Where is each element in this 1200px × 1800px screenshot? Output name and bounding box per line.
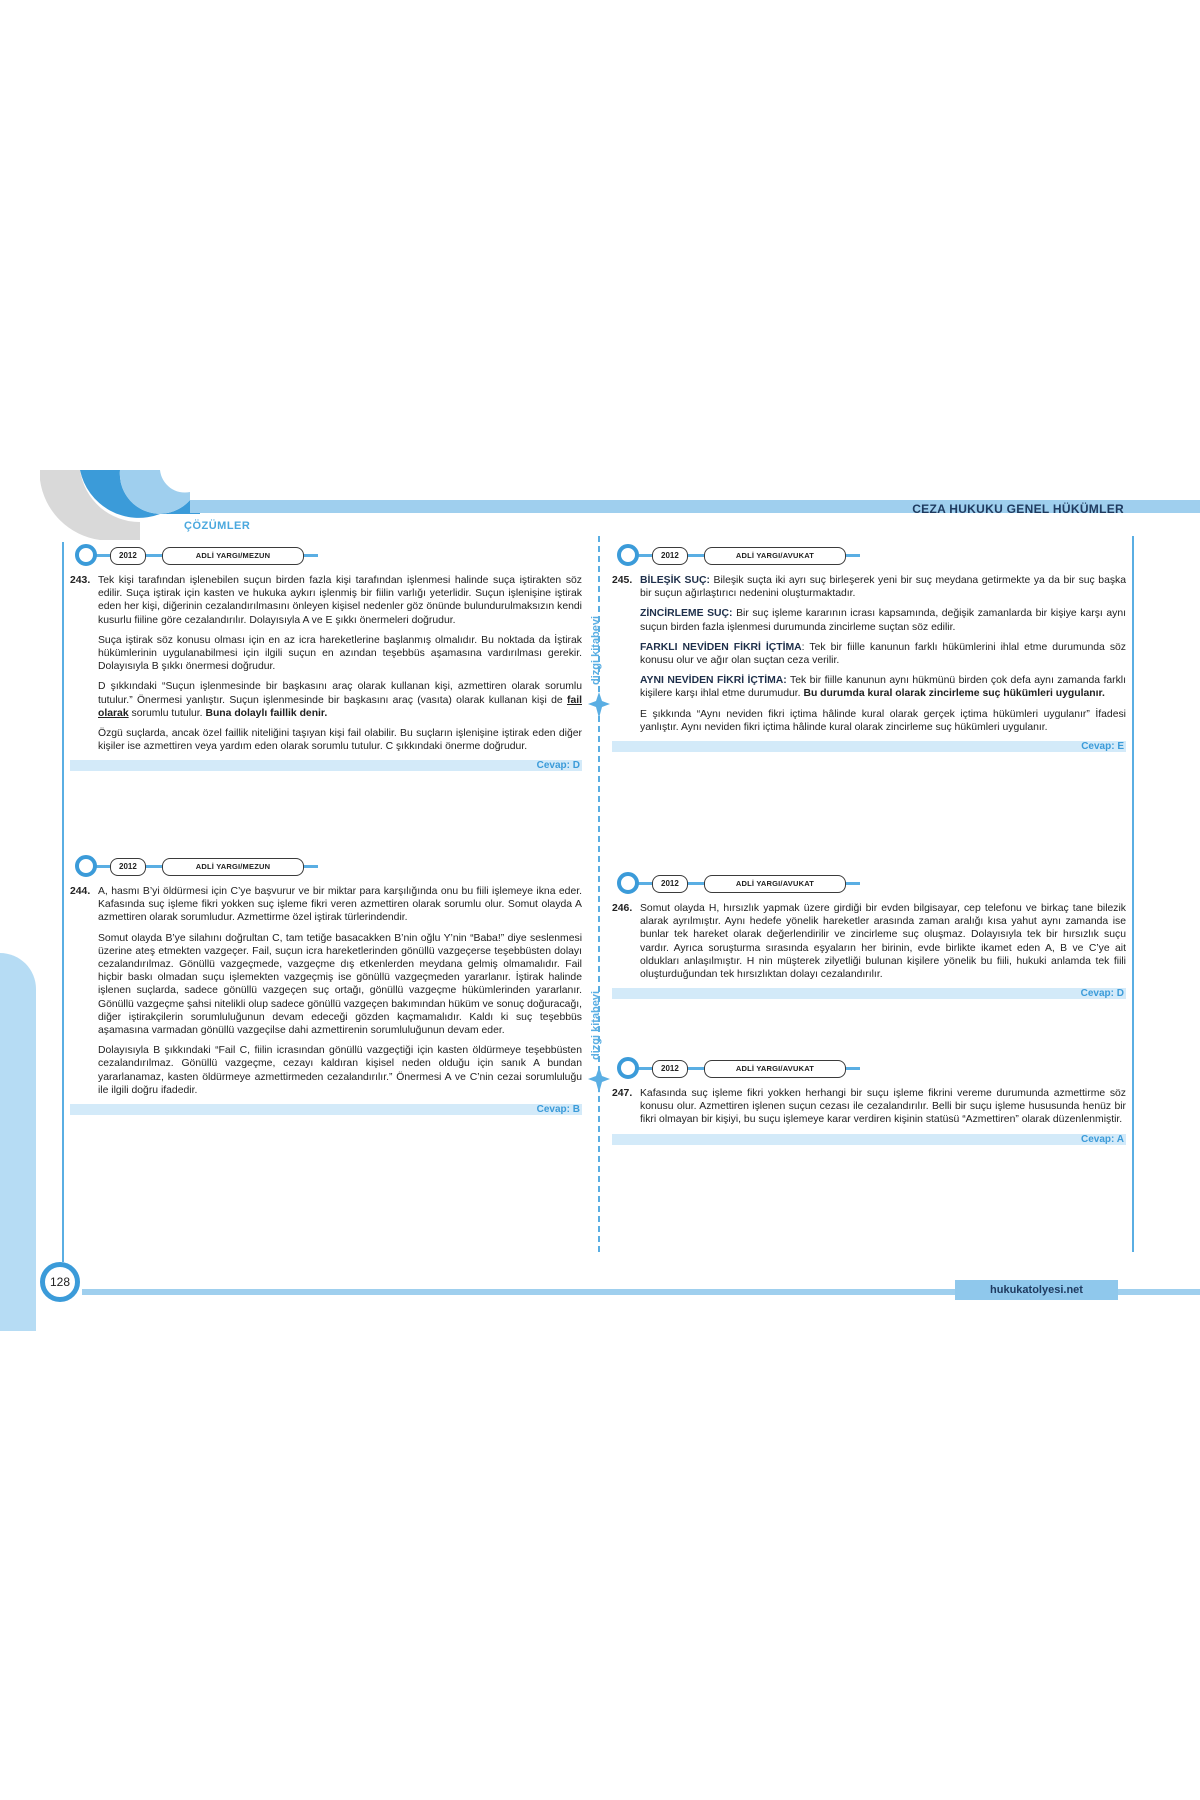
paragraph: sorumlu tutulur. [131,707,203,719]
paragraph: A, hasmı B’yi öldürmesi için C’ye başvurur ve bir miktar para karşılığında onu bu fiili işlemeye ikna eder. Kafasında suç işleme fikri yokken suç işleme fikri veren azmettiren olarak sorumlu olur. Somut olayda A azmettiren olarak sorumludur. Azmettirme özel iştirak türlerindendir. [98,886,582,924]
paragraph: D şıkkındaki “Suçun işlenmesinde bir başkasını araç olarak kullanan kişi, azmettiren olarak sorumlu tutulur.” Önermesi yanlıştır. Suçun işlenmesinde bir başkasını araç (vasıta) olarak kullanan kişi de [98,681,582,706]
question-number: 247. [612,1088,633,1099]
question-244 [70,855,582,1115]
term-heading: AYNI NEVİDEN FİKRİ İÇTİMA: [640,675,787,687]
question-243 [70,544,582,771]
paragraph: Tek kişi tarafından işlenebilen suçun birden fazla kişi tarafından işlenmesi halinde suça iştirakten söz edilir. Suça iştirak için kasten ve hukuka aykırı işlenmiş bir fiilin varlığı yeterlidir. Suçun işlenişine iştirak eden her kişi, diğerinin cezalandırılmasını önleyen kişisel nedenler göz önünde bulundurulmaksızın kendi kusurlu fiiline göre cezalandırılır. Dolayısıyla A ve E şıkkı önermeleri doğrudur. [98,575,582,626]
corner-swirl-icon [40,470,200,540]
question-247 [612,1057,1126,1145]
tag-category: ADLİ YARGI/AVUKAT [704,875,846,893]
answer-bar: Cevap: D [70,760,582,771]
question-tag [70,855,582,879]
bold-sentence: Buna dolaylı faillik denir. [205,707,328,719]
paragraph: Somut olayda H, hırsızlık yapmak üzere girdiği bir evden bilgisayar, cep telefonu ve birkaç tane bilezik alarak ayrılmıştır. Aynı hedefe yönelik hareketler arasında zaman aralığı kısa yahut aynı zamanda ise bunlar tek hareket olarak değerlendirilir ve zincirleme suç oluşmaz. Dolayısıyla tek bir hırsızlık suçu vardır. Ayrıca soruşturma sırasında eşyaların her birinin, evde birlikte ikamet eden A, B ve C’ye ait oldukları anlaşılmıştır. H nin müşterek zilyetliği bulunan kişilere yönelik bu fiili, hukuki anlamda tek fiili oluşturduğundan tek hırsızlıktan dolayı cezalandırılır. [640,903,1126,981]
question-246 [612,872,1126,999]
tag-year: 2012 [110,858,146,876]
paragraph: Bir suç işleme kararının icrası kapsamında, değişik zamanlarda bir kişiye karşı aynı suçun birden fazla işlenmesi durumunda zincirleme suçtan söz edilir. [640,608,1127,633]
tag-year: 2012 [652,1060,688,1078]
watermark-text-2: dizgi kitabevi [590,990,602,1060]
left-side-tab [0,953,36,1331]
question-tag [612,872,1126,896]
paragraph: E şıkkında “Aynı neviden fikri içtima hâlinde kural olarak gerçek içtima hükümleri uygulanır” İfadesi yanlıştır. Aynı neviden fikri içtima hâlinde kural olarak zincirleme suç hükümleri uygulanır. [640,708,1126,733]
question-number: 243. [70,575,91,586]
question-body [612,902,1126,981]
question-body [612,1087,1126,1127]
section-label: ÇÖZÜMLER [184,520,251,532]
paragraph: Özgü suçlarda, ancak özel faillik niteliğini taşıyan kişi fail olabilir. Bu suçların işlenişine iştirak eden diğer kişiler ise azmettiren veya yardım eden olarak sorumlu tutulur. C şıkkındaki önerme doğrudur. [98,728,582,753]
question-body [612,574,1126,734]
bird-logo-icon-2 [588,1067,610,1093]
answer-bar: Cevap: A [612,1134,1126,1145]
question-body [70,885,582,1097]
term-heading: FARKLI NEVİDEN FİKRİ İÇTİMA [640,641,802,653]
answer-bar: Cevap: B [70,1104,582,1115]
bird-logo-icon [588,692,610,718]
bold-sentence: Bu durumda kural olarak zincirleme suç hükümleri uygulanır. [803,688,1105,700]
tag-ring-icon [75,544,97,566]
tag-year: 2012 [652,875,688,893]
right-margin-line [1132,536,1134,1252]
watermark-text: dizgi kitabevi [590,615,602,685]
tag-year: 2012 [110,547,146,565]
book-page [0,470,1200,1330]
tag-ring-icon [75,855,97,877]
answer-bar: Cevap: E [612,741,1126,752]
question-number: 246. [612,903,633,914]
question-tag [70,544,582,568]
paragraph: Dolayısıyla B şıkkındaki “Fail C, fiilin icrasından gönüllü vazgeçtiği için kasten öldürmeye teşebbüsten cezalandırılmaz. Gönüllü vazgeçme, cezayı kaldıran kişisel neden olduğu için sanık A bundan yararlanamaz, kasten öldürmeye azmettirmeden cezalandırılır.” Önermesi A ve C’nin cezai sorumluluğu ile ilgili doğru ifadedir. [98,1045,582,1096]
site-url: hukukatolyesi.net [955,1280,1118,1300]
tag-ring-icon [617,544,639,566]
question-number: 244. [70,886,91,897]
paragraph: Kafasında suç işleme fikri yokken herhangi bir suçu işleme fikrini vereme durumunda azmettirme söz konusu olur. Azmettiren işlenen suçun cezası ile cezalandırılır. Belli bir suçu işleme hususunda henüz bir fikri olmayan bir kişiyi, bu suçu işlemeye karar verdiren kişinin statüsü “Azmettiren” olarak düzenlenmiştir. [640,1088,1126,1126]
tag-category: ADLİ YARGI/MEZUN [162,547,304,565]
term-heading: BİLEŞİK SUÇ: [640,575,710,586]
paragraph: : Tek bir fiille kanunun farklı hükümlerini ihlal etme durumunda söz konusu olur ve ağır olan suçtan ceza verilir. [640,641,1126,667]
page-title: CEZA HUKUKU GENEL HÜKÜMLER [912,502,1124,516]
tag-ring-icon [617,872,639,894]
page-number: 128 [40,1262,80,1302]
term-heading: ZİNCİRLEME SUÇ: [640,608,733,620]
paragraph: Tek bir fiille kanunun aynı hükmünü birden çok defa aynı zamanda farklı kişilere karşı ihlal etme durumudur. [640,675,1127,700]
question-245 [612,544,1126,752]
question-number: 245. [612,575,633,586]
tag-year: 2012 [652,547,688,565]
tag-category: ADLİ YARGI/AVUKAT [704,1060,846,1078]
paragraph: Suça iştirak söz konusu olması için en az icra hareketlerine başlanmış olmalıdır. Bu noktada da İştirak hükümlerinin uygulanabilmesi için ilgili suçun en azından teşebbüs aşamasına vardırılması gerekir. Dolayısıyla B şıkkı önermesi doğrudur. [98,634,582,673]
tag-ring-icon [617,1057,639,1079]
question-body [70,574,582,753]
paragraph: Bileşik suçta iki ayrı suç birleşerek yeni bir suç meydana getirmekte ya da bir suç başka bir suçun ağırlaştırıcı nedenini oluşturmaktadır. [640,575,1127,600]
question-tag [612,544,1126,568]
left-margin-line [62,542,64,1262]
underlined-term: fail olarak [98,694,582,719]
paragraph: Somut olayda B’ye silahını doğrultan C, tam tetiğe basacakken B’nin oğlu Y’nin “Baba!” diye seslenmesi üzerine ateş etmekten vazgeçer. Fail, suçun icra hareketlerinden gönüllü vazgeçerse teşebbüsten dolayı cezalandırılmaz. Gönüllü vazgeçmede, vazgeçme dış etkenlerden meydana gelmiş olmamalıdır. Fail hiçbir baskı olmadan suçu işlemekten vazgeçmiş ise gönüllü vazgeçmeden yararlanır. İştirak halinde işlenen suçlarda, sadece gönüllü vazgeçen suç ortağı, gönüllü vazgeçme hükümlerinden yararlanır. Gönüllü vazgeçme şahsi nitelikli olup sadece gönüllü vazgeçen bakımından hüküm ve sonuç doğuracağı, diğer iştirakçilerin sorumluluğunun devam edeceği gözden kaçmamalıdır. Kaldı ki suç teşebbüs aşamasına varmadan gönüllü vazgeçilse dahi azmettirenin sorumluluğunun devam eder. [98,932,582,1037]
tag-category: ADLİ YARGI/AVUKAT [704,547,846,565]
question-tag [612,1057,1126,1081]
tag-category: ADLİ YARGI/MEZUN [162,858,304,876]
answer-bar: Cevap: D [612,988,1126,999]
